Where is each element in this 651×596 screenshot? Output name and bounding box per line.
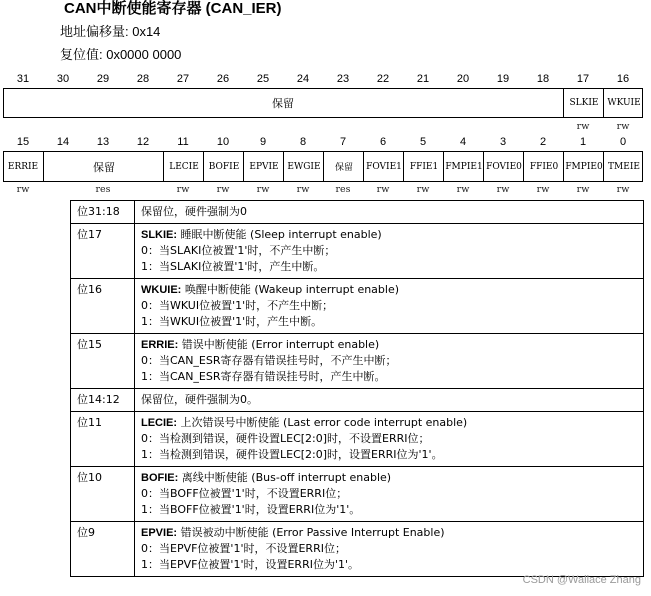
field-reserved: 保留 bbox=[272, 97, 294, 110]
value-meaning: 1：当CAN_ESR寄存器有错误挂号时，产生中断。 bbox=[141, 370, 386, 383]
value-meaning: 1：当WKUI位被置'1'时，产生中断。 bbox=[141, 315, 323, 328]
field-slkie: SLKIE bbox=[563, 89, 604, 117]
bit-description bbox=[135, 279, 643, 333]
field-summary: 错误被动中断使能 (Error Passive Interrupt Enable) bbox=[177, 526, 445, 539]
bit-range: 位9 bbox=[71, 522, 135, 576]
bit-number-30: 30 bbox=[56, 73, 70, 85]
field-tmeie: TMEIE bbox=[603, 152, 644, 181]
bit-range: 位15 bbox=[71, 334, 135, 388]
field-fmpie0: FMPIE0 bbox=[563, 152, 604, 181]
table-row bbox=[71, 412, 643, 467]
access-type: res bbox=[95, 184, 111, 195]
bit-range: 位14:12 bbox=[71, 389, 135, 411]
access-type: rw bbox=[416, 184, 430, 195]
bit-number-17: 17 bbox=[576, 73, 590, 85]
access-type: res bbox=[335, 184, 351, 195]
value-meaning: 0：当检测到错误，硬件设置LEC[2:0]时，不设置ERRI位； bbox=[141, 432, 430, 445]
bit-number-20: 20 bbox=[456, 73, 470, 85]
bit-range: 位31:18 bbox=[71, 201, 135, 223]
bit-number-26: 26 bbox=[216, 73, 230, 85]
bit-number-28: 28 bbox=[136, 73, 150, 85]
bit-number-5: 5 bbox=[419, 136, 427, 148]
description-heading bbox=[141, 227, 643, 243]
field-name: WKUIE: bbox=[141, 284, 182, 296]
value-meaning: 0：当WKUI位被置'1'时，不产生中断； bbox=[141, 299, 334, 312]
value-meaning: 0：当SLAKI位被置'1'时，不产生中断； bbox=[141, 244, 336, 257]
field-name: EPVIE: bbox=[141, 527, 178, 539]
description-heading bbox=[141, 337, 643, 353]
field-reserved: 保留 bbox=[43, 152, 164, 181]
field-fovie1: FOVIE1 bbox=[363, 152, 404, 181]
field-bofie: BOFIE bbox=[203, 152, 244, 181]
field-name: ERRIE: bbox=[141, 339, 179, 351]
bit-number-1: 1 bbox=[579, 136, 587, 148]
bit-number-9: 9 bbox=[259, 136, 267, 148]
table-row bbox=[71, 201, 643, 224]
bit-range: 位17 bbox=[71, 224, 135, 278]
access-type: rw bbox=[16, 184, 30, 195]
access-type: rw bbox=[456, 184, 470, 195]
bit-number-8: 8 bbox=[299, 136, 307, 148]
field-lecie: LECIE bbox=[163, 152, 204, 181]
field-summary: 保留位，硬件强制为0 bbox=[141, 205, 247, 218]
field-ffie0: FFIE0 bbox=[523, 152, 564, 181]
bit-number-6: 6 bbox=[379, 136, 387, 148]
bit-description-table bbox=[70, 200, 644, 577]
bit-description bbox=[135, 334, 643, 388]
bit-number-31: 31 bbox=[16, 73, 30, 85]
table-row bbox=[71, 467, 643, 522]
description-heading bbox=[141, 204, 643, 220]
bit-range: 位11 bbox=[71, 412, 135, 466]
bit-number-19: 19 bbox=[496, 73, 510, 85]
bit-description bbox=[135, 522, 643, 576]
field-summary: 上次错误号中断使能 (Last error code interrupt enable) bbox=[177, 416, 468, 429]
bit-number-14: 14 bbox=[56, 136, 70, 148]
field-summary: 唤醒中断使能 (Wakeup interrupt enable) bbox=[181, 283, 400, 296]
access-type: rw bbox=[576, 184, 590, 195]
bit-description bbox=[135, 467, 643, 521]
bit-number-21: 21 bbox=[416, 73, 430, 85]
bit-number-27: 27 bbox=[176, 73, 190, 85]
bit-number-16: 16 bbox=[616, 73, 630, 85]
access-type: rw bbox=[576, 121, 590, 132]
bit-number-13: 13 bbox=[96, 136, 110, 148]
field-summary: 保留位，硬件强制为0。 bbox=[141, 393, 258, 406]
field-summary: 离线中断使能 (Bus-off interrupt enable) bbox=[178, 471, 392, 484]
access-type: rw bbox=[176, 184, 190, 195]
field-name: BOFIE: bbox=[141, 472, 179, 484]
reset-value: 复位值: 0x0000 0000 bbox=[60, 47, 182, 62]
bit-number-24: 24 bbox=[296, 73, 310, 85]
field-ewgie: EWGIE bbox=[283, 152, 324, 181]
field-name: LECIE: bbox=[141, 417, 178, 429]
bit-number-10: 10 bbox=[216, 136, 230, 148]
field-summary: 错误中断使能 (Error interrupt enable) bbox=[178, 338, 380, 351]
value-meaning: 1：当BOFF位被置'1'时，设置ERRI位为'1'。 bbox=[141, 503, 361, 516]
access-type: rw bbox=[296, 184, 310, 195]
description-heading bbox=[141, 392, 643, 408]
value-meaning: 0：当BOFF位被置'1'时，不设置ERRI位； bbox=[141, 487, 348, 500]
bit-number-22: 22 bbox=[376, 73, 390, 85]
page-title: CAN中断使能寄存器 (CAN_IER) bbox=[64, 0, 282, 17]
table-row bbox=[71, 522, 643, 577]
table-row bbox=[71, 389, 643, 412]
bit-number-11: 11 bbox=[177, 136, 189, 148]
access-type: rw bbox=[496, 184, 510, 195]
access-type: rw bbox=[616, 121, 630, 132]
table-row bbox=[71, 334, 643, 389]
description-heading bbox=[141, 415, 643, 431]
register-high-half bbox=[3, 88, 643, 118]
table-row bbox=[71, 279, 643, 334]
bit-description bbox=[135, 389, 643, 411]
value-meaning: 1：当SLAKI位被置'1'时，产生中断。 bbox=[141, 260, 325, 273]
access-type: rw bbox=[376, 184, 390, 195]
bit-number-7: 7 bbox=[339, 136, 347, 148]
access-type: rw bbox=[536, 184, 550, 195]
bit-number-25: 25 bbox=[256, 73, 270, 85]
field-fmpie1: FMPIE1 bbox=[443, 152, 484, 181]
field-wkuie: WKUIE bbox=[603, 89, 644, 117]
bit-description bbox=[135, 201, 643, 223]
description-heading bbox=[141, 525, 643, 541]
bit-description bbox=[135, 224, 643, 278]
bit-number-12: 12 bbox=[136, 136, 150, 148]
field-errie: ERRIE bbox=[7, 161, 39, 172]
watermark: CSDN @Wallace Zhang bbox=[522, 574, 641, 586]
bit-number-15: 15 bbox=[16, 136, 30, 148]
bit-number-3: 3 bbox=[499, 136, 507, 148]
access-type: rw bbox=[216, 184, 230, 195]
description-heading bbox=[141, 282, 643, 298]
value-meaning: 1：当EPVF位被置'1'时，设置ERRI位为'1'。 bbox=[141, 558, 360, 571]
address-offset: 地址偏移量: 0x14 bbox=[60, 24, 161, 39]
bit-number-23: 23 bbox=[336, 73, 350, 85]
field-fovie0: FOVIE0 bbox=[483, 152, 524, 181]
table-row bbox=[71, 224, 643, 279]
value-meaning: 0：当CAN_ESR寄存器有错误挂号时，不产生中断； bbox=[141, 354, 397, 367]
value-meaning: 1：当检测到错误，硬件设置LEC[2:0]时，设置ERRI位为'1'。 bbox=[141, 448, 443, 461]
value-meaning: 0：当EPVF位被置'1'时，不设置ERRI位； bbox=[141, 542, 346, 555]
bit-range: 位16 bbox=[71, 279, 135, 333]
register-low-half bbox=[3, 151, 643, 182]
access-type: rw bbox=[256, 184, 270, 195]
description-heading bbox=[141, 470, 643, 486]
bit-range: 位10 bbox=[71, 467, 135, 521]
bit-number-4: 4 bbox=[459, 136, 467, 148]
field-epvie: EPVIE bbox=[243, 152, 284, 181]
field-ffie1: FFIE1 bbox=[403, 152, 444, 181]
field-reserved: 保留 bbox=[323, 152, 364, 181]
bit-number-0: 0 bbox=[619, 136, 627, 148]
access-type: rw bbox=[616, 184, 630, 195]
bit-number-29: 29 bbox=[96, 73, 110, 85]
bit-number-18: 18 bbox=[536, 73, 550, 85]
bit-description bbox=[135, 412, 643, 466]
bit-number-2: 2 bbox=[539, 136, 547, 148]
field-summary: 睡眠中断使能 (Sleep interrupt enable) bbox=[177, 228, 382, 241]
field-name: SLKIE: bbox=[141, 229, 178, 241]
